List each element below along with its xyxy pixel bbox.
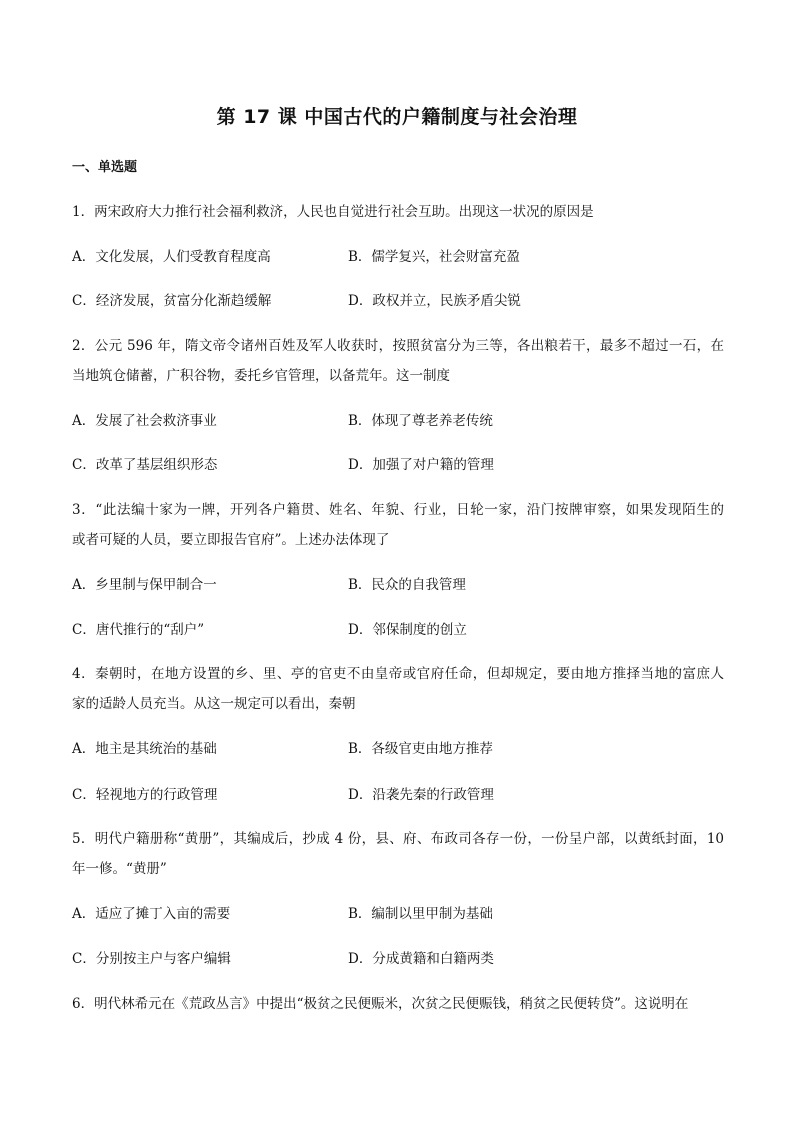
question-2-option-a: A．发展了社会救济事业 [72, 413, 217, 429]
question-4-stem-line-2: 家的适龄人员充当。从这一规定可以看出，秦朝 [72, 696, 356, 712]
section-heading: 一、单选题 [72, 160, 138, 175]
question-2-option-d: D．加强了对户籍的管理 [348, 457, 494, 473]
question-1-option-d: D．政权并立，民族矛盾尖锐 [348, 293, 521, 309]
question-2-option-c: C．改革了基层组织形态 [72, 457, 218, 473]
question-3-option-c: C．唐代推行的“刮户” [72, 622, 205, 638]
question-5-option-b: B．编制以里甲制为基础 [348, 906, 493, 922]
question-4-option-c: C．轻视地方的行政管理 [72, 787, 218, 803]
question-2-stem-line-2: 当地筑仓储蓄，广积谷物，委托乡官管理，以备荒年。这一制度 [72, 368, 450, 384]
question-5-option-d: D．分成黄籍和白籍两类 [348, 951, 494, 967]
question-3-stem-line-1: 3．“此法编十家为一牌，开列各户籍贯、姓名、年貌、行业，日轮一家，沿门按牌审察，如果发现陌生的 [72, 502, 724, 518]
question-5-option-a: A．适应了摊丁入亩的需要 [72, 906, 231, 922]
question-2-stem-line-1: 2．公元 596 年，隋文帝令诸州百姓及军人收获时，按照贫富分为三等，各出粮若干，最多不超过一石，在 [72, 338, 724, 354]
question-1-option-b: B．儒学复兴，社会财富充盈 [348, 249, 520, 265]
question-1-stem: 1．两宋政府大力推行社会福利救济，人民也自觉进行社会互助。出现这一状况的原因是 [72, 204, 594, 220]
question-4-stem-line-1: 4．秦朝时，在地方设置的乡、里、亭的官吏不由皇帝或官府任命，但却规定，要由地方推择当地的富庶人 [72, 666, 724, 682]
question-3-option-d: D．邻保制度的创立 [348, 622, 467, 638]
question-5-stem-line-1: 5．明代户籍册称“黄册”，其编成后，抄成 4 份，县、府、布政司各存一份，一份呈户部，以黄纸封面，10 [72, 831, 724, 847]
question-4-option-a: A．地主是其统治的基础 [72, 741, 217, 757]
question-4-option-b: B．各级官吏由地方推荐 [348, 741, 493, 757]
page-title: 第 17 课 中国古代的户籍制度与社会治理 [216, 106, 578, 128]
question-1-option-a: A．文化发展，人们受教育程度高 [72, 249, 271, 265]
question-3-option-b: B．民众的自我管理 [348, 577, 466, 593]
question-2-option-b: B．体现了尊老养老传统 [348, 413, 493, 429]
question-3-option-a: A．乡里制与保甲制合一 [72, 577, 217, 593]
question-3-stem-line-2: 或者可疑的人员，要立即报告官府”。上述办法体现了 [72, 532, 390, 548]
question-1-option-c: C．经济发展，贫富分化渐趋缓解 [72, 293, 272, 309]
question-4-option-d: D．沿袭先秦的行政管理 [348, 787, 494, 803]
question-5-option-c: C．分别按主户与客户编辑 [72, 951, 231, 967]
question-6-stem: 6．明代林希元在《荒政丛言》中提出“极贫之民便赈米，次贫之民便赈钱，稍贫之民便转贷”。这说明在 [72, 996, 689, 1012]
question-5-stem-line-2: 年一修。“黄册” [72, 861, 167, 877]
